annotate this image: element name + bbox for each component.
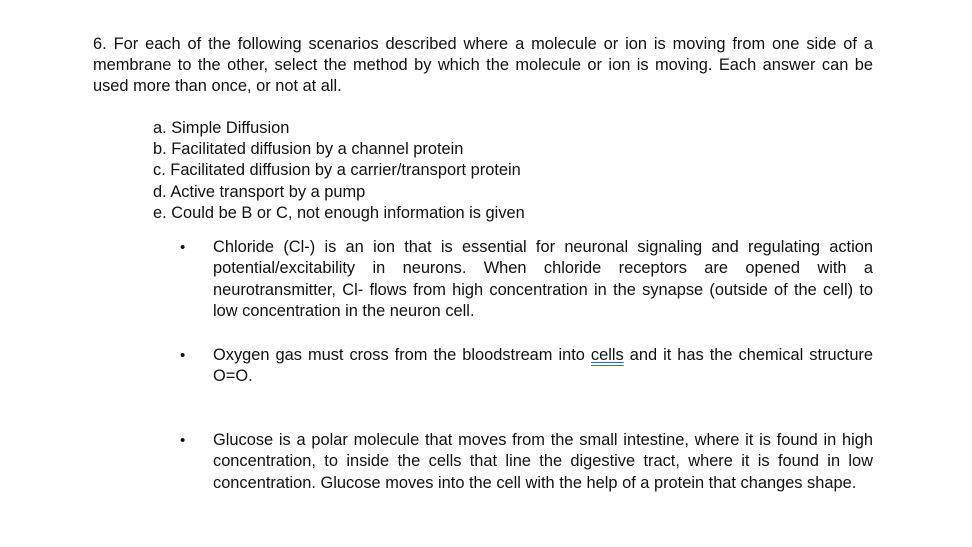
scenario-text: Glucose is a polar molecule that moves from the small intestine, where it is found in high concentration, to inside the cells that line the digestive tract, where it is found in low concentration. Glucose moves into the cell with the help of a protein that changes shape. — [213, 431, 873, 492]
scenario-text: Chloride (Cl-) is an ion that is essential for neuronal signaling and regulating action potential/excitability in neurons. When chloride receptors are opened with a neurotransmitter, Cl- flows from high concentration in the synapse (outside of the cell) to low concentration in the neuron cell. — [213, 238, 873, 320]
option-a: a. Simple Diffusion — [153, 119, 290, 137]
bullet-icon: • — [180, 239, 186, 256]
scenario-text — [213, 345, 873, 388]
bullet-icon: • — [180, 432, 186, 449]
option-b: b. Facilitated diffusion by a channel protein — [153, 140, 464, 159]
scenario-text-before: Oxygen gas must cross from the bloodstream into — [213, 346, 591, 364]
option-e: e. Could be B or C, not enough information is given — [153, 203, 525, 222]
grammar-flagged-word[interactable]: cells — [590, 346, 624, 364]
scenario-text-after: and it has the chemical structure O=O. — [213, 346, 874, 386]
bullet-icon: • — [180, 347, 186, 364]
question-prompt: 6. For each of the following scenarios described where a molecule or ion is moving from one side of a membrane to the other, select the method by which the molecule or ion is moving. Each answer can be used more than once, or not at all. — [93, 35, 873, 95]
option-d: d. Active transport by a pump — [153, 182, 366, 201]
option-c: c. Facilitated diffusion by a carrier/transport protein — [153, 161, 521, 180]
answer-options-list — [153, 118, 525, 224]
